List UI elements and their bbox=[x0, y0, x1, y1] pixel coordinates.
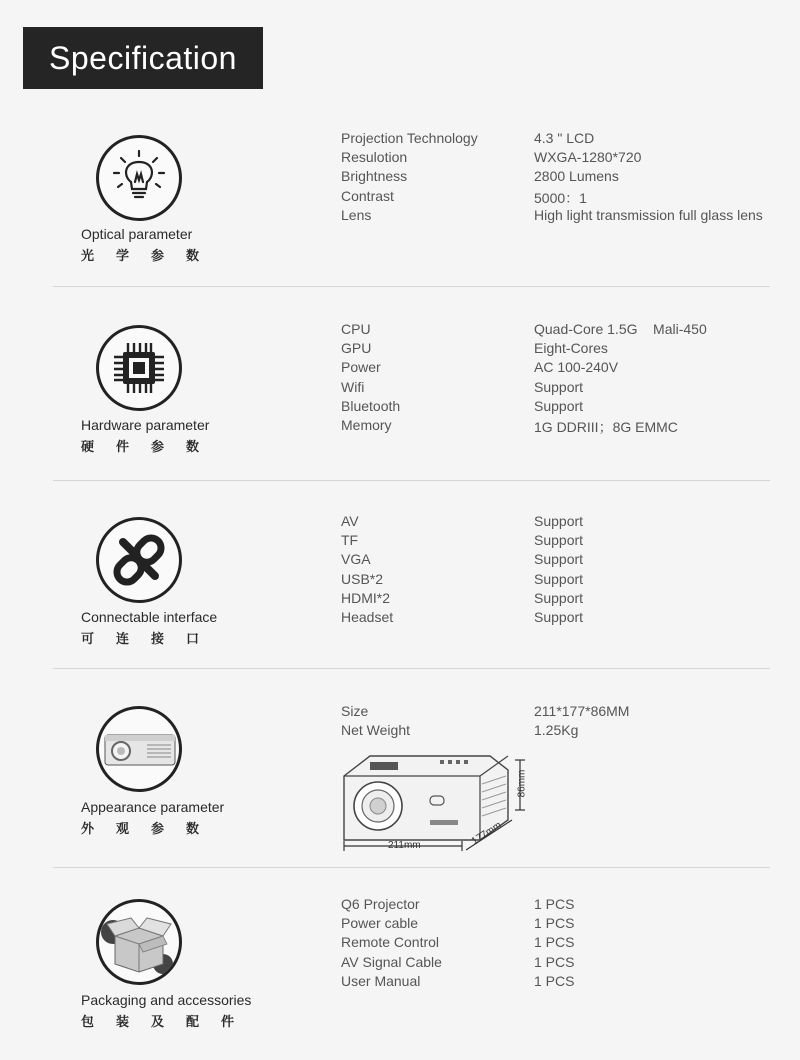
spec-row: Brightness 2800 Lumens bbox=[341, 168, 619, 185]
spec-row: Headset Support bbox=[341, 608, 584, 625]
spec-row: Size 211*177*86MM bbox=[341, 703, 630, 719]
projector-dimension-illustration bbox=[330, 748, 540, 858]
spec-row: Contrast 5000：1 bbox=[341, 187, 587, 206]
section-divider bbox=[53, 867, 770, 868]
section-title-hardware-zh: 硬 件 参 数 bbox=[81, 439, 200, 454]
spec-row: Projection Technology 4.3 " LCD bbox=[341, 130, 595, 146]
spec-row: Memory 1G DDRIII；8G EMMC bbox=[341, 416, 678, 435]
spec-row: Remote Control 1 PCS bbox=[341, 934, 575, 951]
spec-row: Resulotion WXGA-1280*720 bbox=[341, 149, 642, 166]
spec-row: TF Support bbox=[341, 532, 584, 549]
spec-row: User Manual 1 PCS bbox=[341, 972, 575, 989]
spec-row: VGA Support bbox=[341, 551, 584, 568]
section-divider bbox=[53, 480, 770, 481]
spec-row: Lens High light transmission full glass lens bbox=[341, 206, 763, 223]
projector-icon bbox=[96, 706, 182, 792]
spec-row: Bluetooth Support bbox=[341, 397, 584, 414]
dimension-height-label: 86mm bbox=[516, 769, 528, 798]
spec-row: USB*2 Support bbox=[341, 570, 584, 587]
spec-list-appearance bbox=[341, 703, 781, 741]
dimension-depth-label: 177mm bbox=[469, 819, 504, 848]
section-divider bbox=[53, 668, 770, 669]
section-title-hardware: Hardware parameter bbox=[81, 417, 210, 433]
spec-list-connectable bbox=[341, 513, 781, 628]
spec-list-hardware bbox=[341, 321, 781, 436]
section-title-packaging: Packaging and accessories bbox=[81, 992, 252, 1008]
section-divider bbox=[53, 286, 770, 287]
section-title-appearance: Appearance parameter bbox=[81, 799, 225, 815]
spec-list-optical bbox=[341, 130, 781, 226]
spec-row: Power cable 1 PCS bbox=[341, 915, 575, 932]
lightbulb-icon bbox=[96, 135, 182, 221]
spec-row: HDMI*2 Support bbox=[341, 589, 584, 606]
spec-row: Net Weight 1.25Kg bbox=[341, 722, 579, 739]
spec-row: Power AC 100-240V bbox=[341, 359, 619, 376]
section-title-optical: Optical parameter bbox=[81, 226, 193, 242]
box-icon bbox=[96, 899, 182, 985]
section-title-connectable: Connectable interface bbox=[81, 609, 218, 625]
spec-list-packaging bbox=[341, 896, 781, 992]
spec-row: AV Signal Cable 1 PCS bbox=[341, 953, 575, 970]
section-title-optical-zh: 光 学 参 数 bbox=[81, 248, 200, 263]
spec-row: GPU Eight-Cores bbox=[341, 340, 608, 357]
section-title-appearance-zh: 外 观 参 数 bbox=[81, 821, 200, 836]
section-title-connectable-zh: 可 连 接 口 bbox=[81, 631, 200, 646]
chip-icon bbox=[96, 325, 182, 411]
spec-row: AV Support bbox=[341, 513, 584, 529]
dimension-width-label: 211mm bbox=[388, 840, 421, 851]
spec-row: Q6 Projector 1 PCS bbox=[341, 896, 575, 912]
spec-row: Wifi Support bbox=[341, 378, 584, 395]
page-title: Specification bbox=[23, 27, 263, 89]
spec-row: CPU Quad-Core 1.5G Mali-450 bbox=[341, 321, 707, 337]
chain-link-icon bbox=[96, 517, 182, 603]
section-title-packaging-zh: 包 装 及 配 件 bbox=[81, 1014, 235, 1029]
